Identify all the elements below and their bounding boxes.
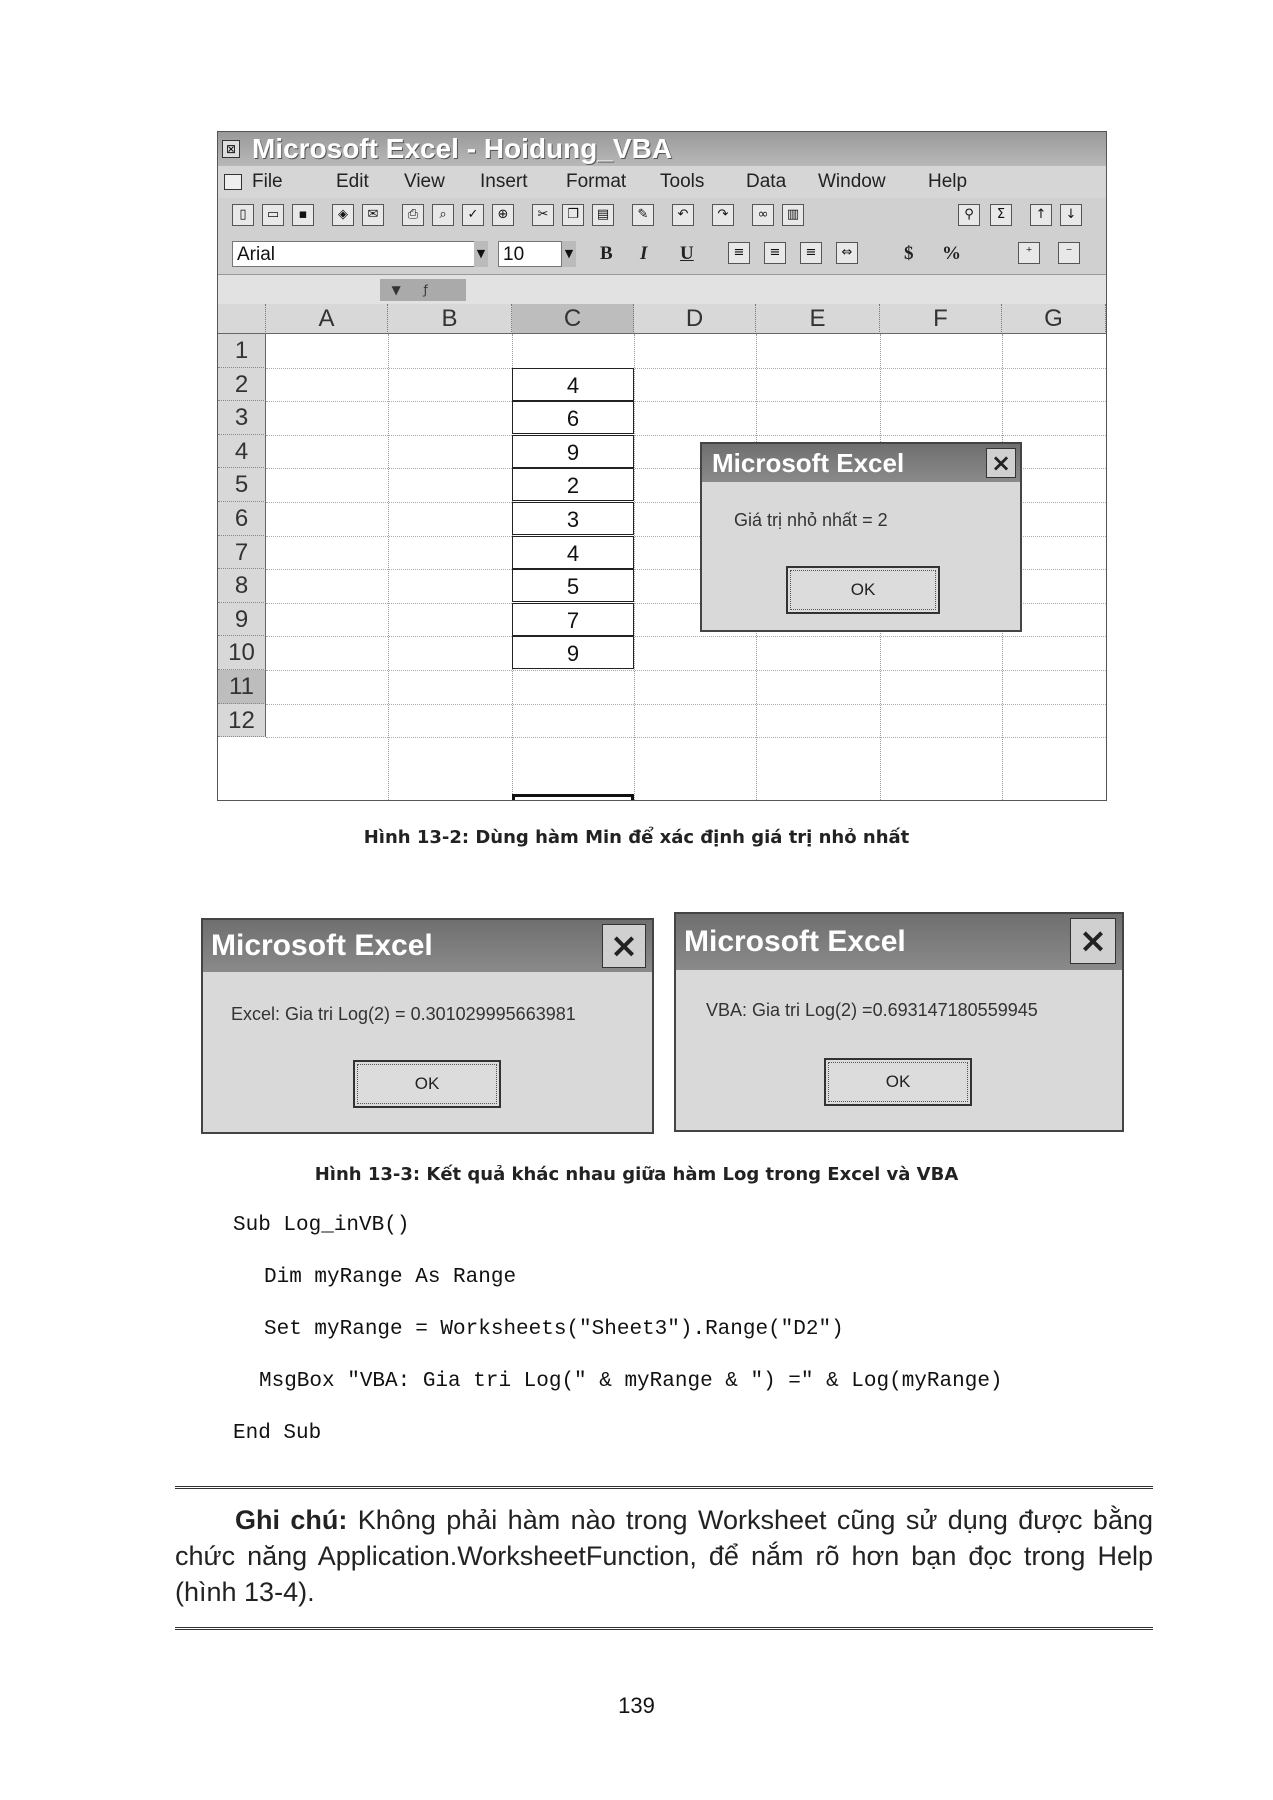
cell-c4[interactable]: 9 <box>512 435 634 468</box>
column-header-a[interactable]: A <box>266 304 388 334</box>
menu-window[interactable]: Window <box>818 171 886 192</box>
row-header-6[interactable]: 6 <box>218 502 266 536</box>
insert-hyperlink-icon[interactable]: ⚲ <box>958 204 980 226</box>
excel-app-icon: ⊠ <box>222 140 240 158</box>
dialog-title: Microsoft Excel <box>203 920 652 972</box>
paste-icon[interactable]: ▤ <box>592 204 614 226</box>
column-header-d[interactable]: D <box>634 304 756 334</box>
column-header-g[interactable]: G <box>1002 304 1106 334</box>
sort-ascending-icon[interactable]: ↑ <box>1030 204 1052 226</box>
row-header-10[interactable]: 10 <box>218 636 266 670</box>
permission-icon[interactable]: ◈ <box>332 204 354 226</box>
format-painter-icon[interactable]: ✎ <box>632 204 654 226</box>
redo-icon[interactable]: ↷ <box>712 204 734 226</box>
formula-bar <box>218 274 1106 305</box>
note-top-rule <box>175 1486 1153 1489</box>
row-header-7[interactable]: 7 <box>218 536 266 570</box>
align-center-icon[interactable]: ≡ <box>764 242 786 264</box>
row-header-4[interactable]: 4 <box>218 435 266 469</box>
open-icon[interactable]: ▭ <box>262 204 284 226</box>
figure-13-2-caption: Hình 13-2: Dùng hàm Min để xác định giá trị nhỏ nhất <box>363 827 910 848</box>
code-line-4: MsgBox "VBA: Gia tri Log(" & myRange & ") =" & Log(myRange) <box>259 1370 1003 1393</box>
menu-file[interactable]: File <box>252 171 283 192</box>
cell-c8[interactable]: 5 <box>512 569 634 602</box>
ok-button[interactable]: OK <box>353 1060 501 1108</box>
align-right-icon[interactable]: ≡ <box>800 242 822 264</box>
min-result-dialog <box>700 442 1022 632</box>
row-gridline <box>266 368 1106 369</box>
note-box <box>175 1502 1153 1610</box>
excel-window <box>217 131 1107 801</box>
active-cell-c11[interactable] <box>512 794 634 801</box>
row-gridline <box>266 704 1106 705</box>
menu-help[interactable]: Help <box>928 171 968 192</box>
ok-button[interactable]: OK <box>786 566 940 614</box>
column-header-e[interactable]: E <box>756 304 880 334</box>
font-dropdown-icon[interactable]: ▼ <box>474 241 488 267</box>
row-header-11[interactable]: 11 <box>218 670 266 704</box>
ok-button[interactable]: OK <box>824 1058 972 1106</box>
merge-center-icon[interactable]: ⇔ <box>836 242 858 264</box>
row-gridline <box>266 670 1106 671</box>
code-line-5: End Sub <box>233 1422 322 1445</box>
excel-title-bar <box>218 132 1106 166</box>
row-gridline <box>266 636 1106 637</box>
code-line-2: Dim myRange As Range <box>264 1266 517 1289</box>
column-header-b[interactable]: B <box>388 304 512 334</box>
cell-c2[interactable]: 4 <box>512 368 634 401</box>
email-icon[interactable]: ✉ <box>362 204 384 226</box>
print-preview-icon[interactable]: ⌕ <box>432 204 454 226</box>
formatting-toolbar <box>218 234 1106 274</box>
vba-log-dialog <box>674 912 1124 1132</box>
code-line-3: Set myRange = Worksheets("Sheet3").Range("D2") <box>264 1318 844 1341</box>
close-icon[interactable]: × <box>1070 918 1116 964</box>
undo-icon[interactable]: ↶ <box>672 204 694 226</box>
row-header-3[interactable]: 3 <box>218 401 266 435</box>
chart-icon[interactable]: ▥ <box>782 204 804 226</box>
font-name-select[interactable]: Arial <box>232 241 488 267</box>
code-line-1: Sub Log_inVB() <box>233 1214 410 1237</box>
align-left-icon[interactable]: ≡ <box>728 242 750 264</box>
font-size-dropdown-icon[interactable]: ▼ <box>562 241 576 267</box>
menu-bar <box>218 166 1106 198</box>
menu-tools[interactable]: Tools <box>660 171 705 192</box>
standard-toolbar <box>218 198 1106 234</box>
figure-13-3-caption: Hình 13-3: Kết quả khác nhau giữa hàm Log trong Excel và VBA <box>314 1164 959 1185</box>
cell-c10[interactable]: 9 <box>512 636 634 669</box>
italic-button[interactable]: I <box>640 243 648 264</box>
cell-c3[interactable]: 6 <box>512 401 634 434</box>
note-text: Không phải hàm nào trong Worksheet cũng sử dụng được bằng chức năng Application.WorksheetFunction, để nắm rõ hơn bạn đọc trong Help (hình 13-4). <box>175 1505 1153 1607</box>
menu-format[interactable]: Format <box>566 171 627 192</box>
cell-c9[interactable]: 7 <box>512 603 634 636</box>
menu-view[interactable]: View <box>404 171 445 192</box>
row-header-5[interactable]: 5 <box>218 468 266 502</box>
workbook-icon <box>224 174 242 190</box>
percent-button[interactable]: % <box>942 243 961 264</box>
dialog-title: Microsoft Excel <box>702 444 1020 482</box>
excel-window-title: Microsoft Excel - Hoidung_VBA <box>252 133 673 164</box>
row-header-8[interactable]: 8 <box>218 569 266 603</box>
row-gridline <box>266 435 1106 436</box>
hyperlink-icon[interactable]: ∞ <box>752 204 774 226</box>
note-label: Ghi chú: <box>235 1505 348 1535</box>
spelling-icon[interactable]: ✓ <box>462 204 484 226</box>
currency-button[interactable]: $ <box>904 243 914 264</box>
row-header-2[interactable]: 2 <box>218 368 266 402</box>
save-icon[interactable]: ▪ <box>292 204 314 226</box>
note-bottom-rule <box>175 1627 1153 1630</box>
row-header-1[interactable]: 1 <box>218 334 266 368</box>
bold-button[interactable]: B <box>600 243 613 264</box>
row-header-12[interactable]: 12 <box>218 704 266 738</box>
close-icon[interactable]: × <box>986 448 1016 478</box>
copy-icon[interactable]: ❐ <box>562 204 584 226</box>
cell-c7[interactable]: 4 <box>512 536 634 569</box>
cell-c5[interactable]: 2 <box>512 468 634 501</box>
page-number: 139 <box>618 1693 655 1718</box>
menu-insert[interactable]: Insert <box>480 171 528 192</box>
research-icon[interactable]: ⊕ <box>492 204 514 226</box>
menu-data[interactable]: Data <box>746 171 787 192</box>
cell-c6[interactable]: 3 <box>512 502 634 535</box>
new-icon[interactable]: ▯ <box>232 204 254 226</box>
dialog-message: VBA: Gia tri Log(2) =0.693147180559945 <box>706 1000 1038 1020</box>
select-all-corner[interactable] <box>218 304 266 334</box>
excel-log-dialog <box>201 918 654 1134</box>
print-icon[interactable]: ⎙ <box>402 204 424 226</box>
underline-button[interactable]: U <box>680 243 694 264</box>
column-header-f[interactable]: F <box>880 304 1002 334</box>
autosum-icon[interactable]: Σ <box>990 204 1012 226</box>
column-gridline <box>388 334 389 800</box>
namebox-dropdown-icon[interactable]: ▼ ƒ <box>380 279 466 301</box>
close-icon[interactable]: × <box>602 924 646 968</box>
cut-icon[interactable]: ✂ <box>532 204 554 226</box>
column-gridline <box>634 334 635 800</box>
decrease-decimal-icon[interactable]: ⁻ <box>1058 242 1080 264</box>
dialog-message: Excel: Gia tri Log(2) = 0.301029995663981 <box>231 1004 576 1024</box>
row-gridline <box>266 737 1106 738</box>
row-gridline <box>266 401 1106 402</box>
font-size-select[interactable]: 10 <box>498 241 562 267</box>
column-header-c[interactable]: C <box>512 304 634 334</box>
menu-edit[interactable]: Edit <box>336 171 369 192</box>
dialog-message: Giá trị nhỏ nhất = 2 <box>734 510 888 530</box>
sort-descending-icon[interactable]: ↓ <box>1060 204 1082 226</box>
row-header-9[interactable]: 9 <box>218 603 266 637</box>
increase-decimal-icon[interactable]: ⁺ <box>1018 242 1040 264</box>
dialog-title: Microsoft Excel <box>676 914 1122 970</box>
